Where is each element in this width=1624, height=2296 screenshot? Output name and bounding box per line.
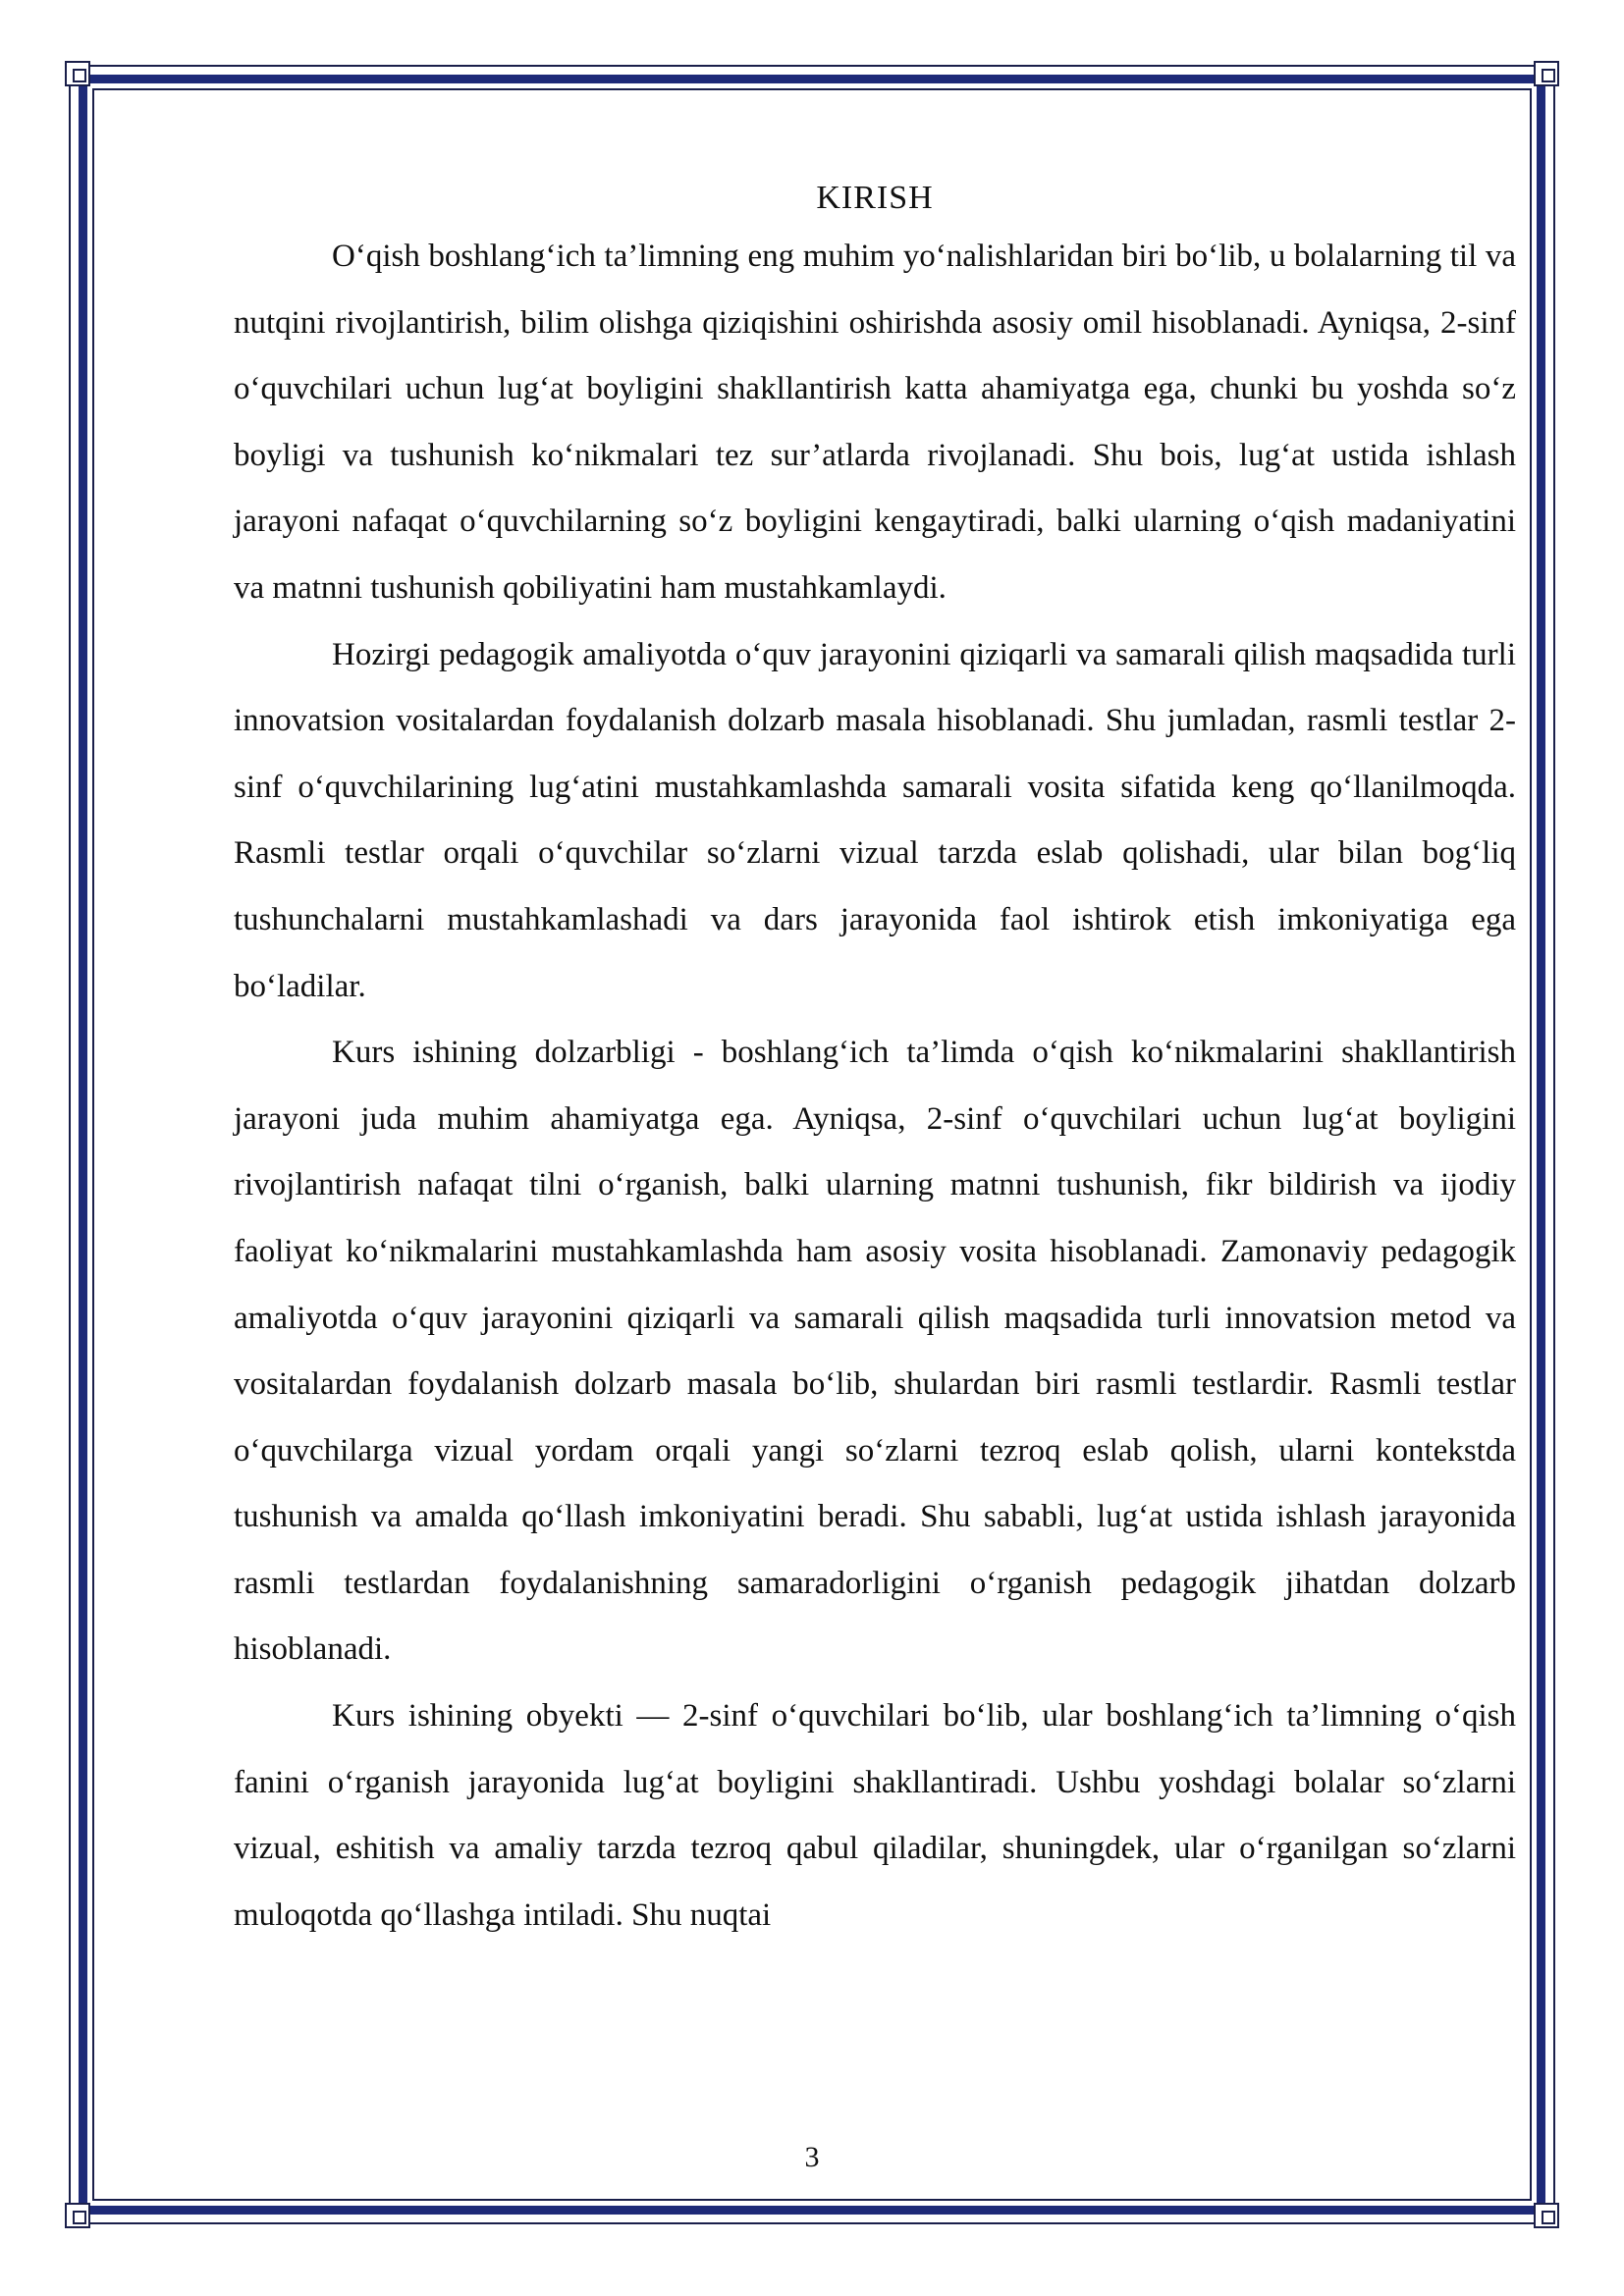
- corner-ornament-bottom-right: [1534, 2203, 1559, 2228]
- page-content: [234, 173, 1516, 1949]
- paragraph-pedagogy: Hozirgi pedagogik amaliyotda o‘quv jarayonini qiziqarli va samarali qilish maqsadida turli innovatsion vositalardan foydalanish dolzarb masala hisoblanadi. Shu jumladan, rasmli testlar 2-sinf o‘quvchilarining lug‘atini mustahkamlashda samarali vosita sifatida keng qo‘llanilmoqda. Rasmli testlar orqali o‘quvchilar so‘zlarni vizual tarzda eslab qolishadi, ular bilan bog‘liq tushunchalarni mustahkamlashadi va dars jarayonida faol ishtirok etish imkoniyatiga ega bo‘ladilar.: [234, 636, 1516, 1004]
- corner-ornament-bottom-left: [65, 2203, 90, 2228]
- corner-ornament-top-left: [65, 61, 90, 86]
- page-number: 3: [804, 2141, 820, 2173]
- paragraph-relevance: Kurs ishining dolzarbligi - boshlang‘ich ta’limda o‘qish ko‘nikmalarini shakllantirish jarayoni juda muhim ahamiyatga ega. Ayniqsa, 2-sinf o‘quvchilari uchun lug‘at boyligini rivojlantirish nafaqat tilni o‘rganish, balki ularning matnni tushunish, fikr bildirish va ijodiy faoliyat ko‘nikmalarini mustahkamlashda ham asosiy vosita hisoblanadi. Zamonaviy pedagogik amaliyotda o‘quv jarayonini qiziqarli va samarali qilish maqsadida turli innovatsion metod va vositalardan foydalanish dolzarb masala bo‘lib, shulardan biri rasmli testlardir. Rasmli testlar o‘quvchilarga vizual yordam orqali yangi so‘zlarni tezroq eslab qolish, ularni kontekstda tushunish va amalda qo‘llash imkoniyatini beradi. Shu sababli, lug‘at ustida ishlash jarayonida rasmli testlardan foydalanishning samaradorligini o‘rganish pedagogik jihatdan dolzarb hisoblanadi.: [234, 1035, 1516, 1668]
- corner-ornament-top-right: [1534, 61, 1559, 86]
- page-title: KIRISH: [816, 180, 934, 216]
- paragraph-object: Kurs ishining obyekti — 2-sinf o‘quvchilari bo‘lib, ular boshlang‘ich ta’limning o‘qish fanini o‘rganish jarayonida lug‘at boyligini shakllantiradi. Ushbu yoshdagi bolalar so‘zlarni vizual, eshitish va amaliy tarzda tezroq qabul qiladilar, shuningdek, ular o‘rganilgan so‘zlarni muloqotda qo‘llashga intiladi. Shu nuqtai: [234, 1698, 1516, 1933]
- paragraph-intro: O‘qish boshlang‘ich ta’limning eng muhim yo‘nalishlaridan biri bo‘lib, u bolalarning til va nutqini rivojlantirish, bilim olishga qiziqishini oshirishda asosiy omil hisoblanadi. Ayniqsa, 2-sinf o‘quvchilari uchun lug‘at boyligini shakllantirish katta ahamiyatga ega, chunki bu yoshda so‘z boyligi va tushunish ko‘nikmalari tez sur’atlarda rivojlanadi. Shu bois, lug‘at ustida ishlash jarayoni nafaqat o‘quvchilarning so‘z boyligini kengaytiradi, balki ularning o‘qish madaniyatini va matnni tushunish qobiliyatini ham mustahkamlaydi.: [234, 239, 1516, 606]
